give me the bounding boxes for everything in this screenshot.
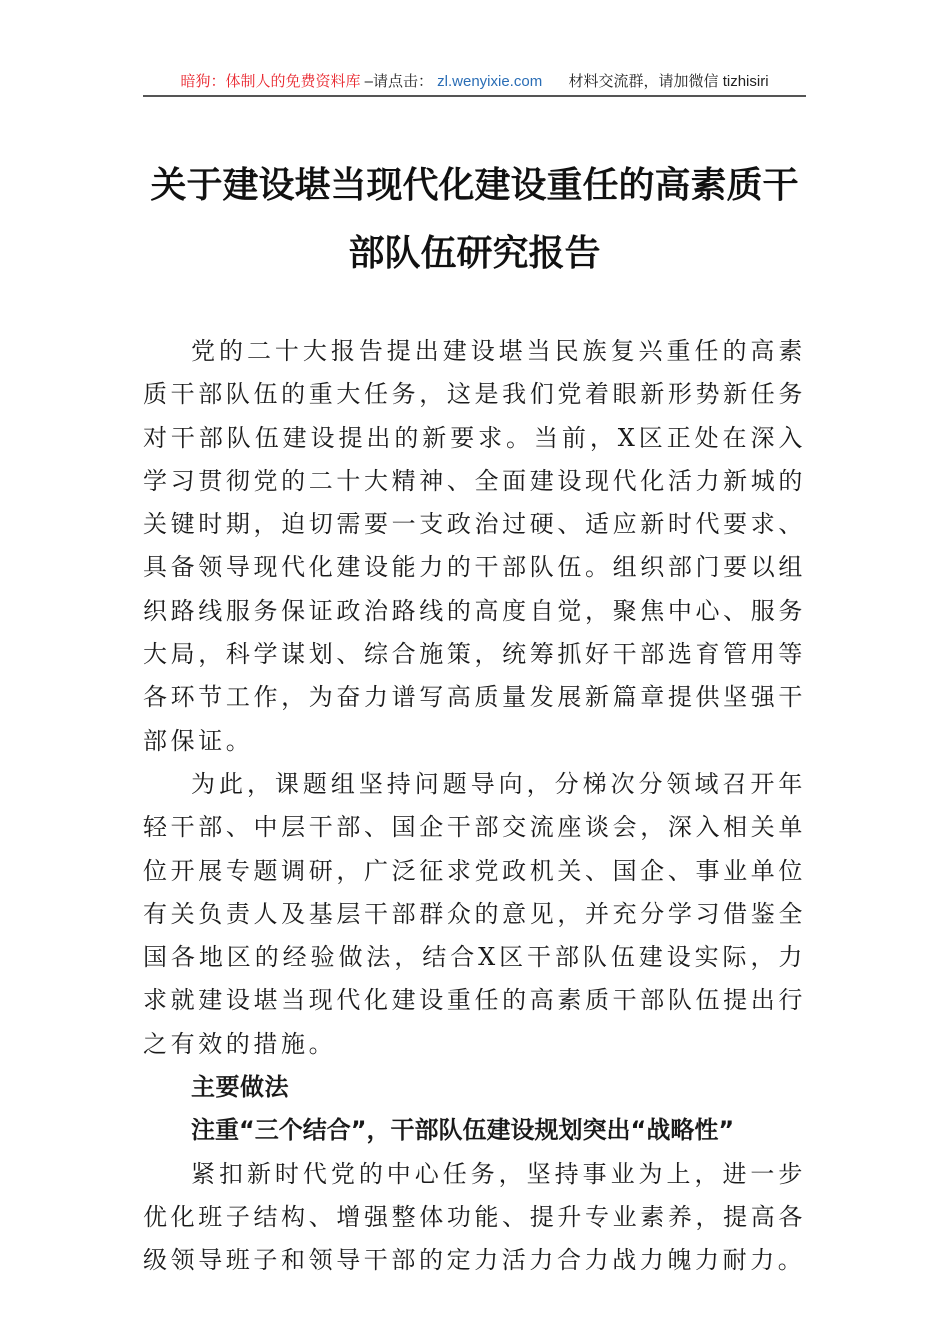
section-heading: 主要做法 [191,1073,289,1102]
paragraph-subsection-body: 紧扣新时代党的中心任务，坚持事业为上，进一步优化班子结构、增强整体功能、提升专业素养，提高各级领导班子和领导干部的定力活力合力战力魄力耐力。 [143,1159,806,1275]
promo-link[interactable]: zl.wenyixie.com [437,73,543,90]
document-title-line-2: 部队伍研究报告 [348,232,601,274]
promo-prefix: –请点击： [364,73,433,90]
promo-contact: 材料交流群，请加微信 tizhisiri [568,73,769,90]
header-divider [143,95,806,97]
document-body [143,330,806,1283]
paragraph-method: 为此，课题组坚持问题导向，分梯次分领域召开年轻干部、中层干部、国企干部交流座谈会，深入相关单位开展专题调研，广泛征求党政机关、国企、事业单位有关负责人及基层干部群众的意见，并充分学习借鉴全国各地区的经验做法，结合X区干部队伍建设实际，力求就建设堪当现代化建设重任的高素质干部队伍提出行之有效的措施。 [143,769,806,1058]
promo-header [143,70,806,94]
document-title-line-1: 关于建设堪当现代化建设重任的高素质干 [150,164,799,206]
paragraph-intro: 党的二十大报告提出建设堪当民族复兴重任的高素质干部队伍的重大任务，这是我们党着眼新形势新任务对干部队伍建设提出的新要求。当前，X区正处在深入学习贯彻党的二十大精神、全面建设现代化活力新城的关键时期，迫切需要一支政治过硬、适应新时代要求、具备领导现代化建设能力的干部队伍。组织部门要以组织路线服务保证政治路线的高度自觉，聚焦中心、服务大局，科学谋划、综合施策，统筹抓好干部选育管用等各环节工作，为奋力谱写高质量发展新篇章提供坚强干部保证。 [143,337,806,755]
subsection-heading: 注重“三个结合”，干部队伍建设规划突出“战略性” [191,1116,735,1145]
promo-site-name: 暗狗：体制人的免费资料库 [180,73,361,90]
